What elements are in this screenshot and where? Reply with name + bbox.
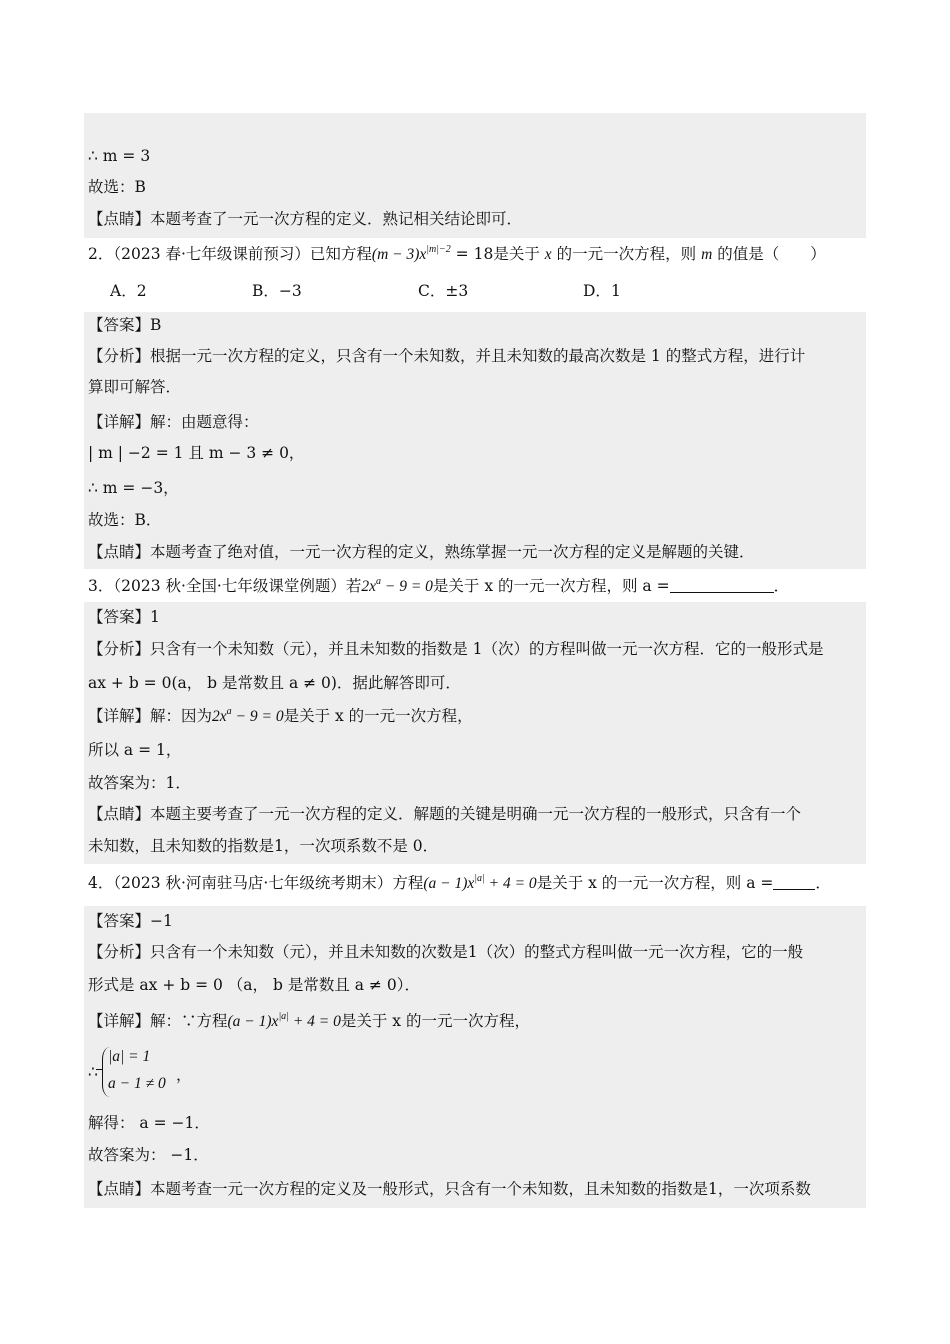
q4-answer-blank[interactable] — [773, 875, 815, 890]
q4-detail-exponent: |a| — [278, 1011, 289, 1022]
q2-step-2: ∴ m = −3， — [88, 479, 179, 497]
option-d — [583, 281, 621, 301]
q3-prefix: 3．（2023 秋·全国·七年级课堂例题）若 — [88, 577, 362, 595]
option-b — [252, 281, 302, 301]
q4-final: 故答案为： −1． — [88, 1146, 209, 1164]
option-b-label: B． — [252, 282, 279, 300]
q3-equation-a: 2x — [361, 578, 376, 595]
option-d-label: D． — [583, 282, 611, 300]
q3-detail-equation-a: 2x — [212, 708, 227, 725]
option-a-value: 2 — [136, 282, 147, 300]
option-a-label: A． — [110, 282, 137, 300]
question-2-stem — [88, 244, 862, 265]
q3-answer: 【答案】1 — [88, 608, 160, 626]
option-a — [110, 281, 147, 301]
q2-analysis-1: 【分析】根据一元一次方程的定义，只含有一个未知数，并且未知数的最高次数是 1 的整式方程，进行计 — [88, 347, 806, 365]
system-line-2: a − 1 ≠ 0 — [108, 1075, 166, 1092]
q2-choose: 故选：B． — [88, 511, 162, 529]
q4-answer: 【答案】−1 — [88, 912, 173, 930]
system-line-1: |a| = 1 — [108, 1048, 151, 1065]
q4-solve: 解得： a = −1． — [88, 1114, 210, 1132]
q3-suffix: 是关于 x 的一元一次方程，则 a = — [432, 577, 670, 595]
q4-suffix: 是关于 x 的一元一次方程，则 a = — [536, 874, 774, 892]
choose-line: 故选：B — [88, 178, 146, 196]
q4-exponent: |a| — [474, 873, 485, 884]
q2-answer: 【答案】B — [88, 316, 162, 334]
q4-equation-a: (a − 1)x — [423, 875, 475, 892]
q4-comment: 【点睛】本题考查一元一次方程的定义及一般形式，只含有一个未知数，且未知数的指数是1，一次项系数 — [88, 1180, 811, 1198]
q3-equation-b: − 9 = 0 — [380, 578, 433, 595]
option-c-label: C． — [418, 282, 446, 300]
q4-equation-b: + 4 = 0 — [484, 875, 537, 892]
q4-detail-equation-a: (a − 1)x — [227, 1013, 279, 1030]
therefore-m-line: ∴ m = 3 — [88, 147, 151, 165]
q3-detail — [88, 706, 862, 727]
q2-step-1: | m | −2 = 1 且 m − 3 ≠ 0， — [88, 444, 305, 462]
q4-prefix: 4．（2023 秋·河南驻马店·七年级统考期末）方程 — [88, 874, 424, 892]
q2-var2: m — [701, 246, 713, 263]
q3-comment-2: 未知数，且未知数的指数是1，一次项系数不是 0． — [88, 837, 439, 855]
q4-detail-b: 是关于 x 的一元一次方程， — [340, 1012, 530, 1030]
q2-comment: 【点睛】本题考查了绝对值，一元一次方程的定义，熟练掌握一元一次方程的定义是解题的关键． — [88, 543, 755, 561]
question-4-stem — [88, 873, 862, 894]
q3-exponent: a — [375, 576, 381, 587]
q2-analysis-2: 算即可解答． — [88, 378, 182, 396]
q3-detail-equation-b: − 9 = 0 — [231, 708, 284, 725]
q4-detail — [88, 1011, 862, 1032]
therefore-symbol: ∴ — [88, 1063, 98, 1081]
q4-analysis-2: 形式是 ax + b = 0 （a， b 是常数且 a ≠ 0）． — [88, 976, 420, 994]
comment-line: 【点睛】本题考查了一元一次方程的定义．熟记相关结论即可． — [88, 210, 523, 228]
option-c-value: ±3 — [445, 282, 469, 300]
option-d-value: 1 — [610, 282, 621, 300]
q2-equation: (m − 3)x — [371, 246, 427, 263]
q4-end: ． — [815, 874, 831, 892]
q2-equation-tail: = 18 — [450, 245, 494, 263]
q3-step-1: 所以 a = 1， — [88, 741, 182, 759]
q2-exponent: |m|−2 — [426, 244, 451, 255]
q4-analysis-1: 【分析】只含有一个未知数（元），并且未知数的次数是1（次）的整式方程叫做一元一次方程，它的一般 — [88, 943, 804, 961]
q3-analysis-2: ax + b = 0(a， b 是常数且 a ≠ 0)．据此解答即可． — [88, 674, 461, 692]
option-c — [418, 281, 468, 301]
q3-comment-1: 【点睛】本题主要考查了一元一次方程的定义．解题的关键是明确一元一次方程的一般形式，只含有一个 — [88, 805, 802, 823]
q3-step-2: 故答案为：1． — [88, 774, 191, 792]
q2-suffix-c: 的值是（ ） — [717, 245, 826, 263]
q3-detail-b: 是关于 x 的一元一次方程， — [283, 707, 473, 725]
equation-system — [88, 1047, 248, 1099]
brace-tip — [96, 1069, 103, 1070]
q2-var: x — [544, 246, 552, 263]
q2-detail: 【详解】解：由题意得： — [88, 413, 259, 431]
q3-detail-exponent: a — [226, 706, 232, 717]
question-3-stem — [88, 576, 862, 597]
q2-prefix: 2．（2023 春·七年级课前预习）已知方程 — [88, 245, 372, 263]
q2-suffix-b: 的一元一次方程，则 — [556, 245, 697, 263]
option-b-value: −3 — [278, 282, 302, 300]
q3-analysis-1: 【分析】只含有一个未知数（元），并且未知数的指数是 1（次）的方程叫做一元一次方程．它的一般形式是 — [88, 640, 824, 658]
q4-detail-a: 【详解】解：∵方程 — [88, 1012, 228, 1030]
q3-answer-blank[interactable] — [670, 578, 774, 593]
q3-detail-a: 【详解】解：因为 — [88, 707, 213, 725]
q3-end: ． — [773, 577, 790, 595]
q2-suffix-a: 是关于 — [493, 245, 540, 263]
q4-detail-equation-b: + 4 = 0 — [288, 1013, 341, 1030]
system-end: ， — [176, 1066, 192, 1084]
